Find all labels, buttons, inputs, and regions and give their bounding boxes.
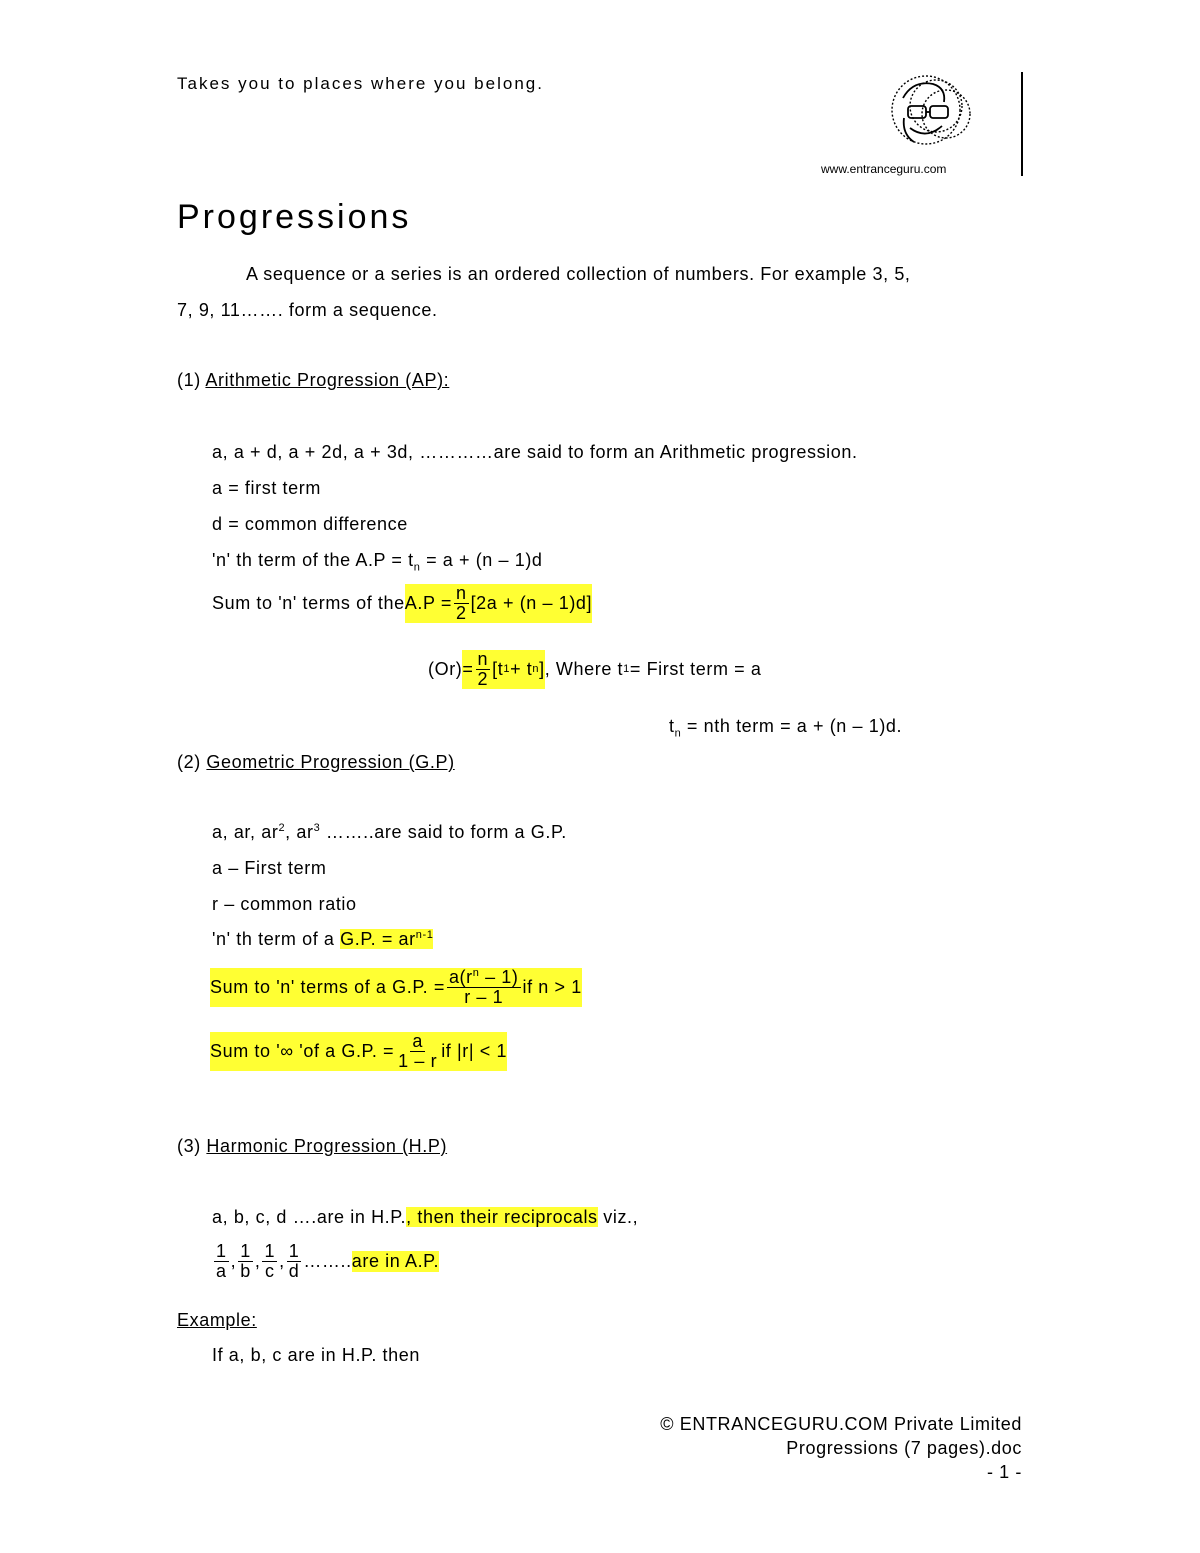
gp-inf-fraction	[396, 1032, 439, 1071]
hp-recip-c-den: c	[264, 1260, 275, 1281]
hp-line1-highlight: , then their reciprocals	[406, 1207, 598, 1227]
hp-heading: Harmonic Progression (H.P)	[206, 1136, 448, 1156]
ap-number: (1)	[177, 370, 206, 390]
example-text: If a, b, c are in H.P. then	[212, 1345, 420, 1365]
gp-sum-cond: if n > 1	[522, 976, 582, 997]
ap-where-text: , Where t	[544, 658, 624, 679]
ap-sum-prefix: Sum to 'n' terms of the	[212, 592, 405, 613]
hp-recip-a-num: 1	[216, 1241, 227, 1261]
gp-a-def: a – First term	[212, 858, 327, 878]
ap-where-tail: = First term = a	[629, 658, 762, 679]
guru-face-icon	[818, 70, 1024, 178]
gp-terms-b: , ar	[285, 822, 314, 842]
ap-tn-def	[669, 716, 902, 740]
gp-heading: Geometric Progression (G.P)	[206, 752, 455, 772]
ap-tn-tail: = nth term = a + (n – 1)d.	[681, 716, 903, 736]
gp-inf-frac-den: 1 – r	[398, 1050, 438, 1071]
gp-inf-frac-num: a	[412, 1031, 423, 1051]
gp-sum-fraction	[447, 968, 521, 1007]
ap-or-t-sub: 1	[503, 663, 511, 676]
hp-recip-b	[238, 1242, 253, 1281]
hp-recip-highlight: are in A.P.	[351, 1250, 440, 1271]
ap-or-eq: =	[462, 658, 474, 679]
gp-inf-formula	[210, 1032, 507, 1071]
ap-or-close: ]	[539, 658, 545, 679]
ap-sum-formula	[212, 584, 592, 623]
gp-terms-c: ……..are said to form a G.P.	[320, 822, 567, 842]
hp-recip-dots: ……..	[303, 1250, 352, 1271]
gp-sum-frac-num	[447, 968, 521, 988]
footer-file: Progressions (7 pages).doc	[786, 1438, 1022, 1458]
gp-sum-frac-den: r – 1	[464, 986, 504, 1007]
footer-copyright: © ENTRANCEGURU.COM Private Limited	[660, 1414, 1022, 1434]
hp-recip-a-den: a	[216, 1260, 227, 1281]
hp-recip-b-num: 1	[240, 1241, 251, 1261]
ap-or-t: [t	[492, 658, 504, 679]
ap-or-plus: + t	[510, 658, 533, 679]
gp-heading-row	[177, 752, 455, 773]
footer-page: - 1 -	[986, 1462, 1022, 1482]
ap-or-formula	[428, 650, 762, 689]
gp-number: (2)	[177, 752, 207, 772]
logo-url-text: www.entranceguru.com	[821, 162, 947, 176]
ap-nth-prefix: 'n' th term of the A.P = t	[212, 550, 414, 570]
ap-nth-suffix: = a + (n – 1)d	[420, 550, 543, 570]
gp-sum-formula	[210, 968, 582, 1007]
ap-or-tn-sub: n	[532, 663, 540, 676]
hp-recip-a	[214, 1242, 229, 1281]
gp-sum-prefix: Sum to 'n' terms of a G.P. =	[210, 976, 445, 997]
example-label: Example:	[177, 1310, 257, 1330]
ap-or-fraction	[476, 650, 491, 689]
ap-sum-tail: [2a + (n – 1)d]	[470, 592, 593, 613]
gp-inf-highlight	[210, 1032, 507, 1071]
hp-recip-d	[287, 1242, 302, 1281]
hp-recip-c-num: 1	[264, 1241, 276, 1261]
brand-logo	[818, 70, 1024, 178]
ap-or-highlight	[462, 650, 544, 689]
gp-terms-a: a, ar, ar	[212, 822, 279, 842]
ap-or-frac-num: n	[477, 649, 489, 669]
gp-inf-cond: if |r| < 1	[441, 1040, 508, 1061]
gp-terms-sup1: 2	[278, 822, 286, 834]
gp-inf-prefix: Sum to '∞ 'of a G.P. =	[210, 1040, 395, 1061]
intro-line-2: 7, 9, 11……. form a sequence.	[177, 300, 438, 320]
ap-tn-prefix: t	[669, 716, 675, 736]
ap-terms: a, a + d, a + 2d, a + 3d, …………are said to form an Arithmetic progression.	[212, 442, 858, 462]
gp-nth-prefix: 'n' th term of a	[212, 929, 341, 949]
hp-number: (3)	[177, 1136, 207, 1156]
gp-terms	[212, 822, 567, 843]
ap-a-def: a = first term	[212, 478, 321, 498]
ap-sum-frac-den: 2	[455, 602, 467, 623]
ap-sum-frac-num: n	[455, 583, 467, 603]
hp-recip-d-den: d	[288, 1260, 300, 1281]
logo-divider	[1021, 72, 1023, 176]
hp-line1-b: viz.,	[597, 1207, 639, 1227]
hp-recip-b-den: b	[240, 1260, 251, 1281]
gp-nth-term	[212, 929, 433, 950]
hp-heading-row	[177, 1136, 447, 1157]
ap-sum-highlight	[405, 584, 592, 623]
ap-nth-term	[212, 550, 543, 574]
header-tagline: Takes you to places where you belong.	[177, 74, 544, 93]
ap-heading-row	[177, 370, 449, 391]
ap-heading: Arithmetic Progression (AP):	[205, 370, 450, 390]
ap-or-frac-den: 2	[477, 668, 489, 689]
ap-sum-hl-text: A.P =	[404, 592, 452, 613]
hp-line-1	[212, 1207, 638, 1228]
gp-nth-hl-text: G.P. = ar	[340, 929, 416, 949]
hp-line1-a: a, b, c, d ….are in H.P.	[212, 1207, 407, 1227]
ap-d-def: d = common difference	[212, 514, 408, 534]
hp-reciprocals: $\frac{1}{a}$ , $\frac{1}{b}$ , $\frac{1}{c}$ , $\frac{1}{d}$ …….. are in A.P.	[216, 1241, 440, 1281]
hp-recip-d-num: 1	[288, 1241, 300, 1261]
ap-where-sub: 1	[623, 663, 630, 676]
gp-terms-sup2: 3	[313, 822, 321, 834]
ap-nth-sub: n	[413, 561, 421, 574]
ap-sum-fraction	[454, 584, 469, 623]
gp-nth-sup: n-1	[415, 929, 434, 941]
gp-nth-highlight	[340, 929, 433, 949]
gp-sum-highlight	[210, 968, 582, 1007]
gp-sum-frac-num-sup: n	[472, 967, 480, 979]
hp-recip-c	[262, 1242, 277, 1281]
page-title: Progressions	[177, 198, 412, 236]
ap-tn-sub: n	[674, 727, 682, 740]
gp-sum-frac-num-a: a(r	[448, 967, 473, 987]
ap-or-label: (Or)	[428, 658, 463, 679]
intro-line-1: A sequence or a series is an ordered collection of numbers. For example 3, 5,	[246, 264, 911, 284]
gp-sum-frac-num-b: – 1)	[479, 967, 519, 987]
gp-r-def: r – common ratio	[212, 894, 357, 914]
